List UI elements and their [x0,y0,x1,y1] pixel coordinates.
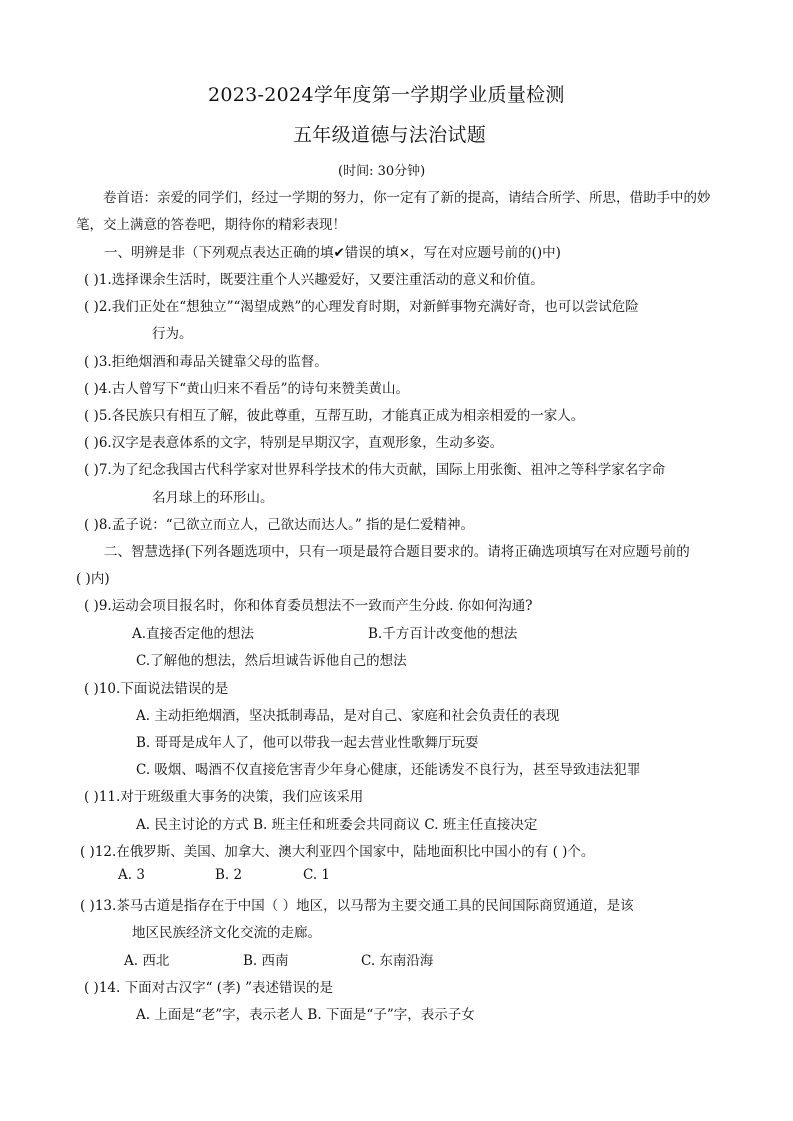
section2-heading-continued: ( )内) [76,571,110,587]
exam-time: (时间: 30分钟) [338,164,426,179]
exam-subtitle: 五年级道德与法治试题 [293,124,487,146]
question-1: ( )1.选择课余生活时，既要注重个人兴趣爱好，又要注重活动的意义和价值。 [84,272,544,288]
question-12-option-a: A. 3 [118,867,145,883]
section1-heading: 一、明辨是非（下列观点表达正确的填✔错误的填×，写在对应题号前的()中) [104,245,561,261]
question-13-option-b: B. 西南 [243,953,289,969]
question-9-option-a: A.直接否定他的想法 [132,626,255,642]
question-14: ( )14. 下面对古汉字“ (孝) ”表述错误的是 [84,980,334,996]
question-8: ( )8.孟子说：“己欲立而立人，己欲达而达人。” 指的是仁爱精神。 [84,517,475,533]
exam-title: 2023-2024学年度第一学期学业质量检测 [208,84,565,106]
preface-text: 卷首语：亲爱的同学们，经过一学期的努力，你一定有了新的提高，请结合所学、所思，借助手中的妙笔，交上满意的答卷吧，期待你的精彩表现！ [76,190,711,233]
question-10-option-c: C. 吸烟、喝酒不仅直接危害青少年身心健康，还能诱发不良行为，甚至导致违法犯罪 [136,762,641,778]
question-13: ( )13.茶马古道是指存在于中国（ ）地区，以马帮为主要交通工具的民间国际商贸通道，是该 [80,898,634,914]
question-5: ( )5.各民族只有相互了解，彼此尊重，互帮互助，才能真正成为相亲相爱的一家人。 [84,408,585,424]
question-7: ( )7.为了纪念我国古代科学家对世界科学技术的伟大贡献，国际上用张衡、祖冲之等科学家名字命 [84,462,666,478]
question-4: ( )4.古人曾写下“黄山归来不看岳”的诗句来赞美黄山。 [84,381,410,397]
question-9-option-c: C.了解他的想法，然后坦诚告诉他自己的想法 [136,653,407,669]
question-2-continued: 行为。 [152,326,193,342]
question-10-option-a: A. 主动拒绝烟酒，坚决抵制毒品，是对自己、家庭和社会负责任的表现 [136,708,560,724]
question-12-option-b: B. 2 [215,867,243,883]
question-10-option-b: B. 哥哥是成年人了，他可以带我一起去营业性歌舞厅玩耍 [136,735,479,751]
question-3: ( )3.拒绝烟酒和毒品关键靠父母的监督。 [84,354,328,370]
question-13-option-a: A. 西北 [124,953,170,969]
question-12: ( )12.在俄罗斯、美国、加拿大、澳大利亚四个国家中，陆地面积比中国小的有 ( )个。 [80,844,595,860]
question-12-option-c: C. 1 [303,867,331,883]
question-6: ( )6.汉字是表意体系的文字，特别是早期汉字，直观形象，生动多姿。 [84,435,504,451]
question-14-options: A. 上面是“老”字，表示老人 B. 下面是“子”字，表示子女 [136,1007,475,1023]
section2-heading: 二、智慧选择(下列各题选项中，只有一项是最符合题目要求的。请将正确选项填写在对应题号前的 [104,544,690,560]
question-10: ( )10.下面说法错误的是 [84,681,229,697]
question-9: ( )9.运动会项目报名时，你和体育委员想法不一致而产生分歧. 你如何沟通? [84,598,533,614]
question-9-option-b: B.千方百计改变他的想法 [368,626,518,642]
question-7-continued: 名月球上的环形山。 [152,490,274,506]
question-11: ( )11.对于班级重大事务的决策，我们应该采用 [84,789,364,805]
question-2: ( )2.我们正处在“想独立”“渴望成熟”的心理发育时期，对新鲜事物充满好奇，也可以尝试危险 [84,299,639,315]
question-13-option-c: C. 东南沿海 [361,953,434,969]
question-13-continued: 地区民族经济文化交流的走廊。 [132,925,321,941]
question-11-options: A. 民主讨论的方式 B. 班主任和班委会共同商议 C. 班主任直接决定 [136,817,538,833]
